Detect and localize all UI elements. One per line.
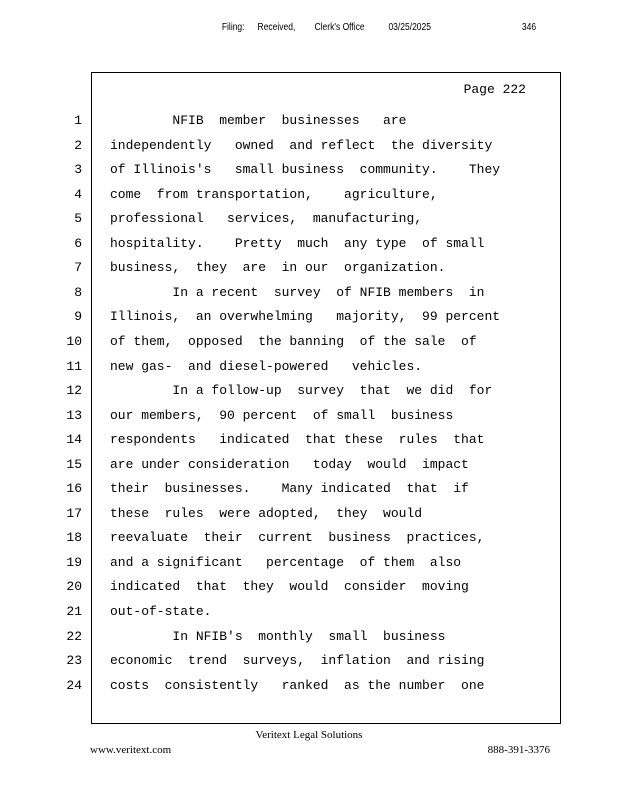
footer-website: www.veritext.com	[90, 744, 172, 756]
transcript-line	[0, 187, 618, 207]
transcript-line	[0, 457, 618, 477]
line-number: 6	[74, 235, 82, 251]
transcript-line	[0, 408, 618, 428]
line-number: 21	[66, 604, 82, 619]
line-number: 23	[66, 653, 82, 669]
clerks-office-label: Clerk's Office	[314, 22, 365, 33]
transcript-line	[0, 481, 618, 501]
transcript-line	[0, 383, 618, 403]
line-text: of Illinois's small business community. They	[110, 162, 501, 178]
line-text: In a follow-up survey that we did for	[110, 383, 493, 399]
line-text: professional services, manufacturing,	[110, 211, 423, 227]
line-number: 11	[66, 358, 82, 374]
line-number: 9	[74, 309, 82, 325]
transcript-line	[0, 653, 618, 673]
line-text: NFIB member businesses are	[110, 113, 407, 128]
transcript-line	[0, 678, 618, 698]
transcript-line	[0, 211, 618, 231]
line-number: 16	[66, 481, 82, 497]
transcript-line	[0, 260, 618, 280]
line-number: 14	[66, 432, 82, 448]
line-text: come from transportation, agriculture,	[110, 186, 438, 202]
line-text: costs consistently ranked as the number one	[110, 677, 485, 693]
line-number: 17	[66, 505, 82, 521]
line-number: 2	[74, 137, 82, 153]
line-number: 20	[66, 579, 82, 595]
transcript-line	[0, 334, 618, 354]
transcript-line	[0, 309, 618, 329]
page-title: Page 222	[463, 82, 526, 97]
line-text: and a significant percentage of them also	[110, 554, 462, 570]
header-page-number: 346	[521, 22, 537, 33]
transcript-line	[0, 138, 618, 158]
line-number: 18	[66, 530, 82, 546]
line-number: 24	[66, 677, 82, 693]
transcript-line	[0, 506, 618, 526]
line-text: their businesses. Many indicated that if	[110, 481, 469, 497]
line-number: 8	[74, 284, 82, 300]
footer-phone: 888-391-3376	[487, 744, 550, 756]
filing-date: 03/25/2025	[388, 22, 432, 33]
line-text: reevaluate their current business practices,	[110, 530, 485, 546]
line-number: 7	[74, 260, 82, 276]
transcript-line	[0, 432, 618, 452]
line-text: are under consideration today would impact	[110, 456, 469, 472]
line-text: of them, opposed the banning of the sale of	[110, 333, 477, 349]
filing-header	[0, 22, 537, 38]
line-number: 22	[66, 628, 82, 644]
line-text: In a recent survey of NFIB members in	[110, 284, 485, 300]
line-number: 10	[66, 333, 82, 349]
line-text: hospitality. Pretty much any type of small	[110, 235, 485, 251]
transcript-line	[0, 162, 618, 182]
line-text: economic trend surveys, inflation and rising	[110, 653, 485, 669]
transcript-line	[0, 579, 618, 599]
line-number: 13	[66, 407, 82, 423]
line-text: indicated that they would consider moving	[110, 579, 469, 595]
line-text: these rules were adopted, they would	[110, 505, 423, 521]
received-label: Received,	[257, 22, 296, 33]
line-number: 19	[66, 554, 82, 570]
transcript-line	[0, 113, 618, 133]
transcript-line	[0, 530, 618, 550]
line-number: 4	[74, 186, 82, 202]
line-number: 12	[66, 383, 82, 399]
transcript-line	[0, 629, 618, 649]
line-text: our members, 90 percent of small business	[110, 407, 454, 423]
line-text: out-of-state.	[110, 604, 212, 619]
transcript-line	[0, 555, 618, 575]
transcript-line	[0, 285, 618, 305]
line-text: In NFIB's monthly small business	[110, 628, 446, 644]
line-text: business, they are in our organization.	[110, 260, 446, 276]
line-text: independently owned and reflect the diversity	[110, 137, 493, 153]
line-number: 1	[74, 113, 82, 128]
line-number: 15	[66, 456, 82, 472]
line-text: Illinois, an overwhelming majority, 99 percent	[110, 309, 501, 325]
transcript-line	[0, 604, 618, 624]
line-number: 3	[74, 162, 82, 178]
filing-label: Filing:	[221, 22, 245, 33]
line-text: new gas- and diesel-powered vehicles.	[110, 358, 423, 374]
line-text: respondents indicated that these rules that	[110, 432, 485, 448]
line-number: 5	[74, 211, 82, 227]
footer-company: Veritext Legal Solutions	[255, 729, 363, 741]
transcript-line	[0, 359, 618, 379]
transcript-line	[0, 236, 618, 256]
